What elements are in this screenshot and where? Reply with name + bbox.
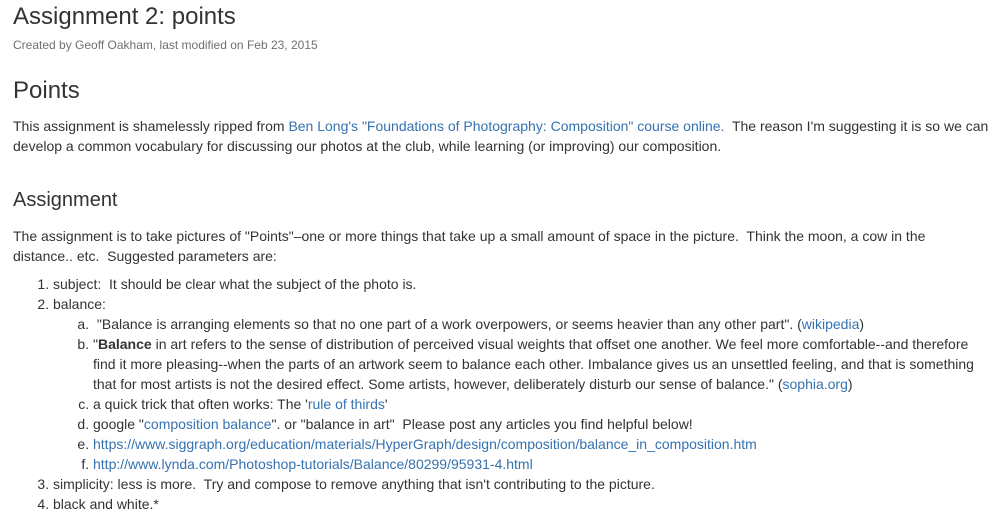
- balance-a-text: "Balance is arranging elements so that no one part of a work overpowers, or seems heavier than any other part". (: [93, 316, 802, 332]
- balance-item-e: [93, 434, 993, 454]
- sophia-link[interactable]: sophia.org: [782, 376, 848, 392]
- balance-c-close: ': [384, 396, 388, 412]
- intro-paragraph: [13, 116, 993, 156]
- balance-item-b: [93, 334, 993, 394]
- points-heading: Points: [13, 77, 80, 104]
- list-item-black-white: [53, 494, 988, 514]
- parameters-list: [13, 274, 988, 514]
- balance-d-text: google ": [93, 416, 144, 432]
- balance-item-c: [93, 394, 993, 414]
- balance-item-a: [93, 314, 993, 334]
- wikipedia-link[interactable]: wikipedia: [801, 316, 860, 332]
- balance-item-d: [93, 414, 993, 434]
- meta-modified-prefix: , last modified on: [152, 38, 247, 52]
- list-item-balance: [53, 294, 988, 474]
- balance-b-close: ): [847, 376, 853, 392]
- balance-label: balance:: [53, 296, 106, 312]
- page-metadata: [13, 38, 318, 52]
- balance-d-rest: ". or "balance in art" Please post any articles you find helpful below!: [271, 416, 693, 432]
- meta-created-prefix: Created by: [13, 38, 76, 52]
- modified-date-link[interactable]: Feb 23, 2015: [246, 38, 318, 52]
- black-white-text: black and white.*: [53, 496, 159, 512]
- intro-text-after: The reason I'm suggesting it is so we can develop a common vocabulary for discussing our photos at the club, while learning (or improving) our composition.: [13, 118, 993, 154]
- composition-balance-link[interactable]: composition balance: [143, 416, 272, 432]
- rule-of-thirds-link[interactable]: rule of thirds: [307, 396, 385, 412]
- assignment-description: The assignment is to take pictures of "Points"–one or more things that take up a small amount of space in the picture. Think the moon, a cow in the distance.. etc. Suggested parameters are:: [13, 228, 930, 264]
- balance-c-text: a quick trick that often works: The ': [93, 396, 308, 412]
- page-title: Assignment 2: points: [13, 3, 236, 30]
- balance-sublist: [53, 314, 993, 474]
- siggraph-link[interactable]: https://www.siggraph.org/education/materials/HyperGraph/design/composition/balance_in_composition.htm: [93, 436, 757, 452]
- intro-text-before: This assignment is shamelessly ripped from: [13, 118, 289, 134]
- course-link[interactable]: Ben Long's "Foundations of Photography: Composition" course online.: [288, 118, 725, 134]
- assignment-heading: Assignment: [13, 189, 118, 211]
- list-item-subject: [53, 274, 988, 294]
- balance-item-f: [93, 454, 993, 474]
- simplicity-text: simplicity: less is more. Try and compose to remove anything that isn't contributing to the picture.: [53, 476, 655, 492]
- lynda-link[interactable]: http://www.lynda.com/Photoshop-tutorials/Balance/80299/95931-4.html: [93, 456, 533, 472]
- balance-b-bold: Balance: [97, 336, 152, 352]
- list-item-simplicity: [53, 474, 988, 494]
- balance-b-quote: ": [93, 336, 98, 352]
- balance-b-text: in art refers to the sense of distribution of perceived visual weights that offset one another. We feel more comfortable--and therefore find it more pleasing--when the parts of an artwork seem to balance each other. Imbalance gives us an unsettled feeling, and that is something that for most artists is not the desired effect. Some artists, however, deliberately disturb our sense of balance." (: [93, 336, 974, 392]
- author-link[interactable]: Geoff Oakham: [75, 38, 153, 52]
- subject-text: subject: It should be clear what the subject of the photo is.: [53, 276, 417, 292]
- balance-a-close: ): [859, 316, 865, 332]
